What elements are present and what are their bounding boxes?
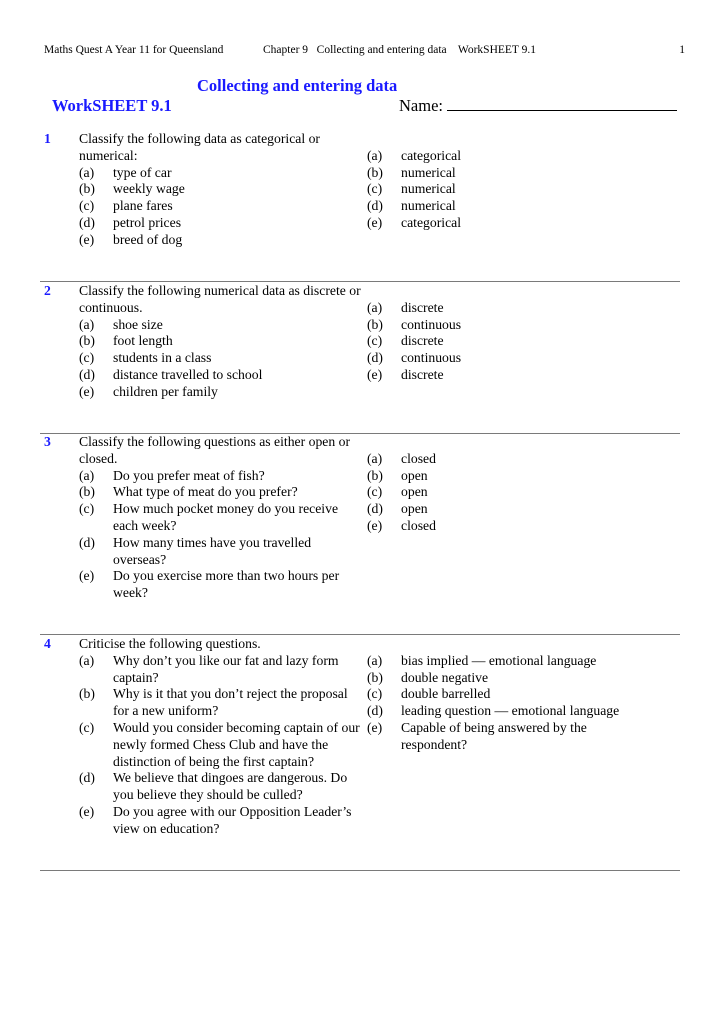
part-label: (e) xyxy=(79,803,95,819)
part-text: Why don’t you like our fat and lazy form captain? xyxy=(113,652,339,685)
running-header xyxy=(44,44,685,58)
part-text: Would you consider becoming captain of our newly formed Chess Club and have the distinction of being the first captain? xyxy=(113,719,360,769)
answer-label: (b) xyxy=(367,316,383,332)
question-part xyxy=(79,484,365,501)
part-label: (d) xyxy=(79,366,95,382)
part-label: (c) xyxy=(79,501,95,517)
part-label: (d) xyxy=(79,770,95,786)
answer-item xyxy=(367,300,701,317)
answer-label: (d) xyxy=(367,198,383,214)
question-part xyxy=(79,198,365,215)
answer-item xyxy=(367,484,701,501)
part-label: (a) xyxy=(79,652,95,668)
part-text: foot length xyxy=(113,333,173,349)
part-text: What type of meat do you prefer? xyxy=(113,484,298,500)
part-label: (b) xyxy=(79,333,95,349)
answer-label: (e) xyxy=(367,366,383,382)
part-text: breed of dog xyxy=(113,231,183,247)
section-divider xyxy=(40,634,680,635)
answer-item xyxy=(367,317,701,334)
worksheet-code: WorkSHEET 9.1 xyxy=(51,96,172,115)
question-prompt: Criticise the following questions. xyxy=(79,636,261,651)
answer-label: (e) xyxy=(367,214,383,230)
question-part xyxy=(79,468,365,485)
answer-text: continuous xyxy=(401,350,462,366)
question-part xyxy=(79,165,365,182)
answer-text: open xyxy=(401,484,428,500)
answer-label: (a) xyxy=(367,652,383,668)
question-part xyxy=(79,720,365,770)
answer-item xyxy=(367,333,701,350)
answer-item xyxy=(367,451,701,468)
question-part xyxy=(79,350,365,367)
part-text: plane fares xyxy=(113,198,173,214)
part-label: (b) xyxy=(79,686,95,702)
answer-text: open xyxy=(401,501,428,517)
part-label: (d) xyxy=(79,214,95,230)
part-text: weekly wage xyxy=(113,181,185,197)
answer-label: (e) xyxy=(367,517,383,533)
answer-text: discrete xyxy=(401,333,444,349)
question-part xyxy=(79,317,365,334)
part-label: (b) xyxy=(79,484,95,500)
part-text: distance travelled to school xyxy=(113,366,263,382)
part-text: How many times have you travelled overseas? xyxy=(113,534,312,567)
question-prompt: Classify the following data as categorical or numerical: xyxy=(79,131,320,163)
answer-text: categorical xyxy=(401,214,462,230)
answer-text: continuous xyxy=(401,316,462,332)
answer-label: (a) xyxy=(367,450,383,466)
part-text: Why is it that you don’t reject the proposal for a new uniform? xyxy=(113,686,348,719)
question-parts xyxy=(79,653,365,838)
answers xyxy=(367,300,701,384)
part-text: Do you prefer meat of fish? xyxy=(113,467,265,483)
answer-text: open xyxy=(401,467,428,483)
answers xyxy=(367,653,701,754)
question-part xyxy=(79,804,365,838)
question-part xyxy=(79,333,365,350)
part-text: We believe that dingoes are dangerous. Do you believe they should be culled? xyxy=(113,770,348,803)
part-text: students in a class xyxy=(113,350,212,366)
page-number: 1 xyxy=(679,44,685,56)
answers xyxy=(367,451,701,535)
question-part xyxy=(79,181,365,198)
answer-item xyxy=(367,181,701,198)
part-text: type of car xyxy=(113,164,172,180)
answer-text: discrete xyxy=(401,366,444,382)
answer-text: numerical xyxy=(401,198,456,214)
chapter-title: Chapter 9 Collecting and entering data WorkSHEET 9.1 xyxy=(263,44,536,56)
answer-item xyxy=(367,670,701,687)
answer-text: double negative xyxy=(401,669,489,685)
answer-label: (d) xyxy=(367,703,383,719)
answer-text: Capable of being answered by the respondent? xyxy=(401,719,587,752)
part-text: Do you agree with our Opposition Leader’s view on education? xyxy=(113,803,352,836)
answer-label: (d) xyxy=(367,350,383,366)
answer-text: numerical xyxy=(401,164,456,180)
question-parts xyxy=(79,317,365,401)
question-parts xyxy=(79,468,365,602)
answers xyxy=(367,148,701,232)
answer-label: (d) xyxy=(367,501,383,517)
answer-item xyxy=(367,215,701,232)
answer-label: (c) xyxy=(367,484,383,500)
part-label: (c) xyxy=(79,198,95,214)
answer-item xyxy=(367,350,701,367)
answer-label: (a) xyxy=(367,147,383,163)
section-divider xyxy=(40,281,680,282)
answer-label: (c) xyxy=(367,181,383,197)
part-text: petrol prices xyxy=(113,214,182,230)
part-label: (b) xyxy=(79,181,95,197)
question-part xyxy=(79,384,365,401)
question-part xyxy=(79,686,365,720)
question-part xyxy=(79,215,365,232)
name-blank-line[interactable] xyxy=(447,96,677,111)
part-label: (d) xyxy=(79,534,95,550)
part-label: (e) xyxy=(79,568,95,584)
part-text: shoe size xyxy=(113,316,163,332)
answer-item xyxy=(367,518,701,535)
book-title: Maths Quest A Year 11 for Queensland xyxy=(44,44,224,56)
answer-label: (e) xyxy=(367,719,383,735)
name-field[interactable] xyxy=(399,96,677,116)
answer-item xyxy=(367,501,701,518)
answer-item xyxy=(367,367,701,384)
answer-text: closed xyxy=(401,517,436,533)
part-label: (c) xyxy=(79,350,95,366)
question-prompt: Classify the following questions as either open or closed. xyxy=(79,434,351,466)
answer-text: bias implied — emotional language xyxy=(401,652,597,668)
answer-label: (b) xyxy=(367,467,383,483)
answer-label: (a) xyxy=(367,299,383,315)
answer-text: double barrelled xyxy=(401,686,491,702)
answer-item xyxy=(367,198,701,215)
question-part xyxy=(79,568,365,602)
worksheet-title xyxy=(44,76,398,136)
question-prompt: Classify the following numerical data as discrete or continuous. xyxy=(79,283,361,315)
part-label: (a) xyxy=(79,316,95,332)
answer-text: discrete xyxy=(401,299,444,315)
answer-item xyxy=(367,720,601,754)
answer-item xyxy=(367,653,701,670)
question-part xyxy=(79,770,365,804)
section-divider xyxy=(40,870,680,871)
answer-label: (b) xyxy=(367,164,383,180)
answer-text: categorical xyxy=(401,147,462,163)
part-label: (a) xyxy=(79,467,95,483)
question-part xyxy=(79,535,365,569)
answer-text: numerical xyxy=(401,181,456,197)
part-label: (c) xyxy=(79,719,95,735)
question-parts xyxy=(79,165,365,249)
question-part xyxy=(79,232,365,249)
part-label: (e) xyxy=(79,231,95,247)
part-text: Do you exercise more than two hours per week? xyxy=(113,568,340,601)
part-text: children per family xyxy=(113,383,218,399)
name-label: Name: xyxy=(399,96,443,115)
answer-item xyxy=(367,148,701,165)
answer-item xyxy=(367,703,701,720)
answer-text: closed xyxy=(401,450,436,466)
answer-label: (c) xyxy=(367,686,383,702)
question-number: 4 xyxy=(44,636,51,651)
answer-item xyxy=(367,686,701,703)
answer-label: (b) xyxy=(367,669,383,685)
question-number: 1 xyxy=(44,131,51,146)
answer-label: (c) xyxy=(367,333,383,349)
question-part xyxy=(79,653,365,687)
part-label: (a) xyxy=(79,164,95,180)
question-number: 3 xyxy=(44,434,51,449)
question-part xyxy=(79,367,365,384)
answer-text: leading question — emotional language xyxy=(401,703,620,719)
answer-item xyxy=(367,468,701,485)
worksheet-name: Collecting and entering data xyxy=(197,76,398,95)
part-label: (e) xyxy=(79,383,95,399)
answer-item xyxy=(367,165,701,182)
question-number: 2 xyxy=(44,283,51,298)
part-text: How much pocket money do you receive each week? xyxy=(113,501,339,533)
question-part xyxy=(79,501,365,535)
